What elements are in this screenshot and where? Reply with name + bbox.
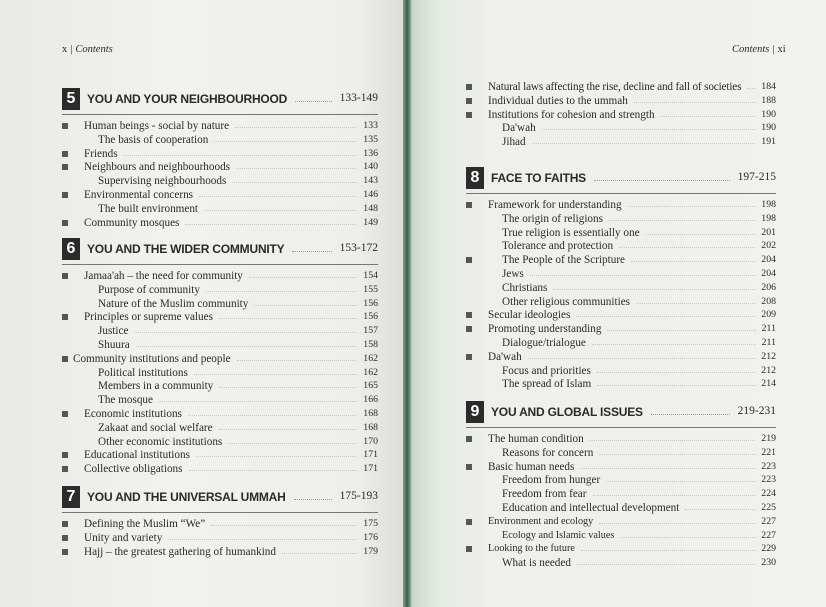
toc-entry-label: Freedom from fear <box>502 488 587 501</box>
dot-leader <box>196 456 357 457</box>
chapter-number-badge: 7 <box>62 486 80 508</box>
toc-entry-page: 219 <box>761 433 776 444</box>
bullet-square-icon <box>62 164 68 170</box>
toc-entry <box>466 460 776 474</box>
left-page <box>0 0 403 607</box>
toc-entry-page: 230 <box>761 557 776 569</box>
toc-entry-page: 171 <box>363 449 378 461</box>
toc-entry-label: Promoting understanding <box>488 323 602 336</box>
toc-entry-label: Other economic institutions <box>98 435 223 448</box>
right-page <box>412 0 826 607</box>
toc-entry <box>62 283 378 297</box>
toc-entry-page: 148 <box>363 202 378 214</box>
toc-entry <box>466 473 776 487</box>
toc-entry-label: Reasons for concern <box>502 446 594 459</box>
toc-entry <box>466 529 776 543</box>
toc-entry <box>62 297 378 311</box>
dot-leader <box>599 523 755 524</box>
bullet-square-icon <box>62 314 68 320</box>
toc-entry <box>466 239 776 253</box>
toc-entry-label: The spread of Islam <box>502 378 592 391</box>
dot-leader <box>228 443 357 444</box>
toc-entry-label: Zakaat and social welfare <box>98 421 213 434</box>
dot-leader <box>204 210 357 211</box>
dot-leader <box>189 470 357 471</box>
toc-entry-label: Community mosques <box>84 216 180 229</box>
dot-leader <box>593 495 755 496</box>
toc-entry-label: Ecology and Islamic values <box>502 529 615 541</box>
toc-entry <box>62 366 378 380</box>
dot-leader <box>532 143 755 144</box>
toc-entry-label: Dialogue/trialogue <box>502 337 586 349</box>
toc-entry <box>62 269 378 283</box>
toc-entry-page: 209 <box>761 309 776 321</box>
toc-entry <box>62 393 378 407</box>
toc-entry-label: The built environment <box>98 202 199 215</box>
toc-entry <box>62 379 378 393</box>
toc-entry-page: 155 <box>363 283 378 295</box>
toc-entry-label: Members in a community <box>98 380 214 393</box>
chapter-heading <box>62 238 378 265</box>
dot-leader <box>594 180 730 181</box>
dot-leader <box>542 129 755 130</box>
dot-leader <box>581 550 755 551</box>
toc-entry-label: Environmental concerns <box>84 189 194 201</box>
chapter-page-range: 133-149 <box>339 92 378 104</box>
toc-entry-page: 221 <box>761 446 776 458</box>
toc-entry <box>466 198 776 212</box>
toc-entry-page: 133 <box>363 120 378 131</box>
dot-leader <box>236 168 357 169</box>
dot-leader <box>292 251 332 252</box>
dot-leader <box>136 346 357 347</box>
toc-entry-label: Environment and ecology <box>488 515 594 527</box>
dot-leader <box>599 454 755 455</box>
toc-entry-page: 157 <box>363 325 378 337</box>
dot-leader <box>237 360 357 361</box>
toc-entry-page: 156 <box>363 297 378 309</box>
toc-entry <box>62 338 378 352</box>
toc-entry <box>466 487 776 501</box>
toc-entry <box>466 121 776 135</box>
toc-entry-page: 211 <box>761 323 776 335</box>
toc-entry <box>62 407 378 421</box>
toc-entry <box>466 350 776 364</box>
chapter-title: YOU AND YOUR NEIGHBOURHOOD <box>87 92 288 106</box>
toc-entry-label: Collective obligations <box>84 463 183 476</box>
bullet-square-icon <box>62 466 68 472</box>
toc-entry-label: Jihad <box>502 136 526 149</box>
toc-entry-label: Jews <box>502 268 524 280</box>
toc-entry-label: Shuura <box>98 339 130 351</box>
toc-entry <box>62 119 378 133</box>
dot-leader <box>747 88 755 89</box>
dot-leader <box>528 358 755 359</box>
toc-entry <box>466 253 776 267</box>
toc-entry-page: 135 <box>363 133 378 145</box>
toc-entry-page: 162 <box>363 352 378 364</box>
chapter-6 <box>62 238 378 476</box>
bullet-square-icon <box>62 521 68 527</box>
toc-entry-page: 188 <box>761 94 776 106</box>
dot-leader <box>185 224 357 225</box>
bullet-square-icon <box>466 112 472 118</box>
toc-entry-page: 190 <box>761 108 776 120</box>
toc-entry <box>466 226 776 240</box>
toc-entry-label: Jamaa'ah – the need for community <box>84 270 243 282</box>
toc-entry-page: 223 <box>761 460 776 472</box>
chapter-title: FACE TO FAITHS <box>491 171 586 185</box>
toc-entry-label: Natural laws affecting the rise, decline and fall of societies <box>488 81 742 93</box>
toc-entry-page: 204 <box>761 268 776 279</box>
toc-entry-label: Community institutions and people <box>73 352 231 365</box>
toc-entry-page: 168 <box>363 421 378 433</box>
chapter-5 <box>62 88 378 229</box>
toc-entry-label: Principles or supreme values <box>84 311 213 324</box>
dot-leader <box>211 525 357 526</box>
toc-entry-page: 204 <box>761 254 776 266</box>
toc-entry-label: The basis of cooperation <box>98 133 209 146</box>
dot-leader <box>199 196 357 197</box>
bullet-square-icon <box>62 549 68 555</box>
toc-entry <box>466 446 776 460</box>
toc-entry-label: Basic human needs <box>488 460 575 473</box>
bullet-square-icon <box>466 436 472 442</box>
toc-entry-label: Defining the Muslim “We” <box>84 518 206 530</box>
bullet-square-icon <box>466 464 472 470</box>
chapter-page-range: 175-193 <box>339 490 378 502</box>
toc-entry <box>466 308 776 322</box>
toc-entry-label: The origin of religions <box>502 212 603 225</box>
toc-entry-label: Secular ideologies <box>488 309 571 322</box>
toc-entry-label: Justice <box>98 325 129 338</box>
bullet-square-icon <box>62 356 68 362</box>
chapter-7 <box>62 486 378 558</box>
bullet-square-icon <box>466 519 472 525</box>
toc-entry-label: Purpose of community <box>98 283 200 296</box>
toc-entry-page: 171 <box>363 463 378 475</box>
running-head-title: Contents <box>732 44 770 55</box>
toc-entry-page: 166 <box>363 394 378 406</box>
toc-entry <box>62 448 378 462</box>
chapter-9 <box>466 401 776 570</box>
dot-leader <box>168 539 357 540</box>
toc-entry-label: Unity and variety <box>84 531 163 544</box>
bullet-square-icon <box>466 312 472 318</box>
toc-entry-page: 175 <box>363 518 378 529</box>
bullet-square-icon <box>466 98 472 104</box>
toc-entry-page: 211 <box>761 337 776 348</box>
dot-leader <box>636 303 755 304</box>
dot-leader <box>646 234 755 235</box>
dot-leader <box>592 344 756 345</box>
chapter-heading <box>62 486 378 513</box>
toc-entry-page: 158 <box>363 339 378 350</box>
toc-entry <box>62 216 378 230</box>
toc-entry-page: 179 <box>363 545 378 557</box>
toc-entry-label: Institutions for cohesion and strength <box>488 108 655 121</box>
bullet-square-icon <box>466 84 472 90</box>
dot-leader <box>634 102 755 103</box>
toc-entry-page: 212 <box>761 364 776 376</box>
toc-entry-label: Looking to the future <box>488 543 575 555</box>
toc-entry <box>62 160 378 174</box>
toc-entry <box>466 364 776 378</box>
toc-entry <box>62 324 378 338</box>
toc-entry-page: 206 <box>761 281 776 293</box>
toc-entry-page: 170 <box>363 435 378 447</box>
dot-leader <box>194 374 357 375</box>
dot-leader <box>628 206 755 207</box>
dot-leader <box>607 330 756 331</box>
toc-entry-label: What is needed <box>502 557 571 570</box>
toc-entry-page: 223 <box>761 474 776 486</box>
chapter-heading <box>466 167 776 194</box>
dot-leader <box>206 291 357 292</box>
dot-leader <box>249 277 357 278</box>
toc-entry <box>62 202 378 216</box>
toc-entry <box>466 281 776 295</box>
dot-leader <box>580 468 755 469</box>
bullet-square-icon <box>466 546 472 552</box>
dot-leader <box>124 155 357 156</box>
dot-leader <box>219 429 357 430</box>
toc-entry-page: 165 <box>363 380 378 392</box>
chapter-page-range: 219-231 <box>737 405 776 417</box>
toc-entry-page: 229 <box>761 543 776 555</box>
toc-entry-label: The mosque <box>98 394 153 407</box>
chapter-title: YOU AND GLOBAL ISSUES <box>491 405 643 419</box>
toc-entry-label: Human beings - social by nature <box>84 120 230 132</box>
toc-entry <box>466 212 776 226</box>
toc-entry-page: 212 <box>761 350 776 362</box>
toc-entry-page: 184 <box>761 81 776 92</box>
running-head-left: x | Contents <box>62 44 113 55</box>
toc-entry <box>62 435 378 449</box>
dot-leader <box>254 305 357 306</box>
chapter-page-range: 197-215 <box>737 171 776 183</box>
chapter-heading <box>466 401 776 428</box>
dot-leader <box>606 481 755 482</box>
toc-entry <box>466 267 776 281</box>
toc-entry-page: 140 <box>363 161 378 173</box>
toc-entry-page: 225 <box>761 502 776 513</box>
chapter-title: YOU AND THE WIDER COMMUNITY <box>87 242 285 256</box>
toc-entry <box>466 295 776 309</box>
running-head-right: Contents | xi <box>732 44 786 55</box>
bullet-square-icon <box>62 452 68 458</box>
toc-entry-page: 149 <box>363 216 378 228</box>
toc-entry-page: 202 <box>761 240 776 252</box>
toc-entry <box>466 432 776 446</box>
toc-entry-label: True religion is essentially one <box>502 226 640 239</box>
toc-entry <box>466 80 776 94</box>
dot-leader <box>620 537 755 538</box>
toc-entry-label: Economic institutions <box>84 408 182 420</box>
dot-leader <box>576 316 755 317</box>
dot-leader <box>609 220 755 221</box>
toc-entry <box>62 462 378 476</box>
toc-entry-label: Da'wah <box>488 350 522 363</box>
bullet-square-icon <box>466 326 472 332</box>
toc-entry-label: Other religious communities <box>502 295 631 308</box>
bullet-square-icon <box>466 202 472 208</box>
toc-entry <box>62 147 378 161</box>
toc-entry-page: 198 <box>761 199 776 210</box>
chapter-title: YOU AND THE UNIVERSAL UMMAH <box>87 490 286 504</box>
dot-leader <box>294 499 332 500</box>
toc-entry <box>466 135 776 149</box>
toc-entry <box>466 94 776 108</box>
chapter-number-badge: 5 <box>62 88 80 110</box>
toc-entry <box>466 336 776 350</box>
dot-leader <box>219 318 357 319</box>
dot-leader <box>188 415 357 416</box>
toc-entry-label: The human condition <box>488 433 584 445</box>
toc-entry-page: 136 <box>363 147 378 159</box>
dot-leader <box>597 385 755 386</box>
toc-entry <box>62 352 378 366</box>
toc-entry-label: Da'wah <box>502 122 536 135</box>
dot-leader <box>530 275 755 276</box>
toc-entry <box>62 531 378 545</box>
toc-entry <box>62 133 378 147</box>
toc-entry <box>466 377 776 391</box>
toc-entry-label: Christians <box>502 281 548 294</box>
chapter-heading <box>62 88 378 115</box>
toc-entry-page: 214 <box>761 378 776 390</box>
chapter-number-badge: 9 <box>466 401 484 423</box>
dot-leader <box>597 372 755 373</box>
bullet-square-icon <box>62 192 68 198</box>
dot-leader <box>295 101 332 102</box>
chapter-8 <box>466 167 776 391</box>
dot-leader <box>590 440 755 441</box>
bullet-square-icon <box>466 257 472 263</box>
bullet-square-icon <box>62 535 68 541</box>
toc-entry-label: Focus and priorities <box>502 364 591 377</box>
toc-entry-label: Education and intellectual development <box>502 502 680 514</box>
toc-entry-page: 146 <box>363 189 378 200</box>
toc-entry <box>62 517 378 531</box>
toc-entry-label: Political institutions <box>98 366 188 379</box>
toc-entry-page: 143 <box>363 175 378 187</box>
toc-entry <box>62 174 378 188</box>
bullet-square-icon <box>62 151 68 157</box>
toc-entry <box>466 501 776 515</box>
toc-entry <box>62 188 378 202</box>
dot-leader <box>235 127 357 128</box>
dot-leader <box>219 387 357 388</box>
toc-entry-page: 198 <box>761 212 776 224</box>
dot-leader <box>553 289 755 290</box>
toc-entry-label: Hajj – the greatest gathering of humankind <box>84 545 276 558</box>
chapter-number-badge: 8 <box>466 167 484 189</box>
bullet-square-icon <box>62 123 68 129</box>
toc-entry-page: 191 <box>761 136 776 148</box>
page-number: xi <box>777 44 786 55</box>
toc-entry-page: 162 <box>363 366 378 378</box>
toc-entry <box>466 322 776 336</box>
toc-entry-label: Freedom from hunger <box>502 474 601 487</box>
toc-entry <box>62 310 378 324</box>
dot-leader <box>282 553 357 554</box>
toc-entry-page: 168 <box>363 408 378 419</box>
dot-leader <box>631 261 755 262</box>
toc-entry-label: Individual duties to the ummah <box>488 94 628 107</box>
toc-entry-page: 156 <box>363 311 378 323</box>
running-head-title: Contents <box>75 44 113 55</box>
toc-entry-label: Friends <box>84 147 118 160</box>
toc-entry-page: 227 <box>761 529 776 541</box>
toc-entry <box>466 556 776 570</box>
dot-leader <box>577 564 755 565</box>
toc-entry-label: Framework for understanding <box>488 199 622 211</box>
bullet-square-icon <box>62 273 68 279</box>
dot-leader <box>661 116 755 117</box>
toc-entry-page: 154 <box>363 270 378 281</box>
book-gutter <box>403 0 412 607</box>
toc-entry <box>62 421 378 435</box>
page-number: x <box>62 44 68 55</box>
chapter-number-badge: 6 <box>62 238 80 260</box>
toc-entry-label: Nature of the Muslim community <box>98 297 249 310</box>
bullet-square-icon <box>62 411 68 417</box>
toc-entry <box>62 545 378 559</box>
bullet-square-icon <box>466 354 472 360</box>
toc-entry-page: 176 <box>363 531 378 543</box>
toc-entry-label: Educational institutions <box>84 449 190 462</box>
toc-entry-page: 208 <box>761 295 776 307</box>
dot-leader <box>685 509 755 510</box>
toc-entry-label: Supervising neighbourhoods <box>98 175 227 188</box>
toc-entry-label: The People of the Scripture <box>502 254 626 267</box>
toc-entry <box>466 515 776 529</box>
dot-leader <box>619 247 755 248</box>
dot-leader <box>159 401 357 402</box>
toc-entry-label: Neighbours and neighbourhoods <box>84 161 231 174</box>
bullet-square-icon <box>62 220 68 226</box>
toc-entry-label: Tolerance and protection <box>502 240 614 253</box>
toc-entry <box>466 108 776 122</box>
toc-entry-page: 190 <box>761 122 776 134</box>
chapter-page-range: 153-172 <box>339 242 378 254</box>
dot-leader <box>651 414 730 415</box>
toc-entry-page: 224 <box>761 488 776 500</box>
toc-entry <box>466 542 776 556</box>
toc-entry-page: 201 <box>761 226 776 238</box>
dot-leader <box>214 141 357 142</box>
dot-leader <box>232 182 357 183</box>
dot-leader <box>134 332 357 333</box>
toc-entry-page: 227 <box>761 515 776 527</box>
